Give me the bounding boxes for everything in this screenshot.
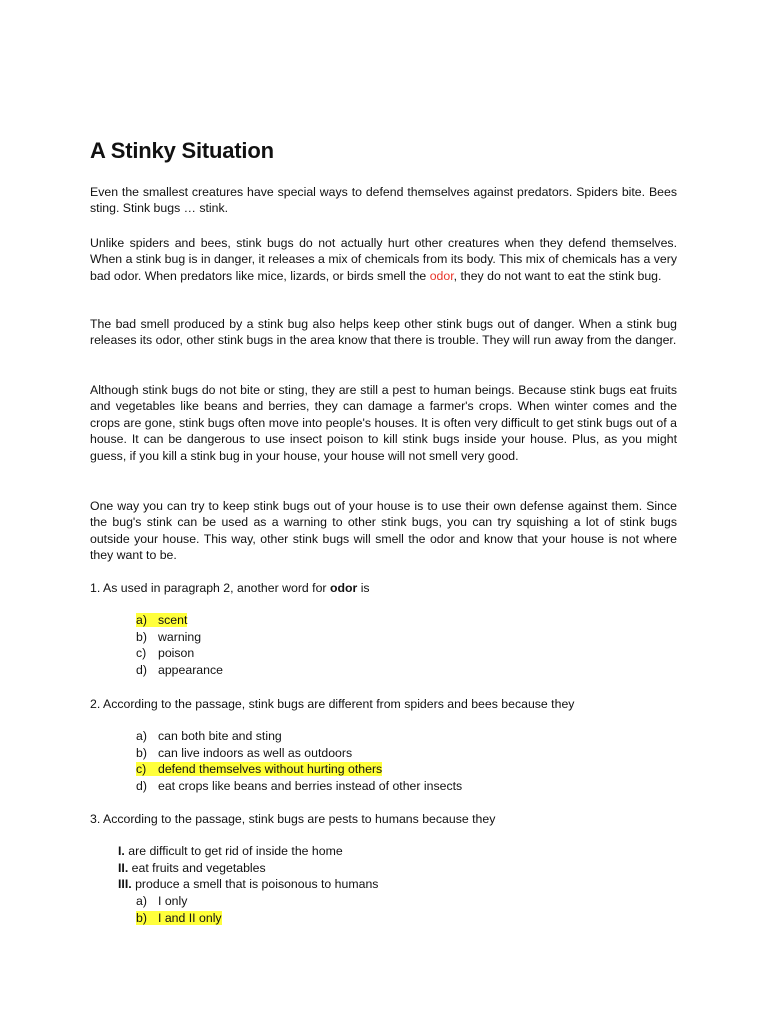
roman-numeral: II. (118, 860, 129, 875)
roman-numeral: III. (118, 877, 132, 892)
paragraph-2 (90, 235, 677, 284)
document-title: A Stinky Situation (90, 138, 274, 163)
odor-highlighted-word: odor (429, 268, 454, 283)
question-1-suffix: is (357, 581, 370, 595)
option-text: defend themselves without hurting others (158, 762, 383, 777)
question-1-bold-word: odor (329, 581, 358, 595)
question-1 (90, 580, 370, 596)
question-3: 3. According to the passage, stink bugs are pests to humans because they (90, 812, 496, 826)
statement-1 (118, 843, 378, 860)
question-3-statements (118, 843, 378, 893)
question-3-option-b[interactable] (136, 910, 222, 927)
option-text: I and II only (158, 910, 222, 925)
question-1-option-d[interactable] (136, 662, 223, 679)
question-1-option-b[interactable] (136, 629, 223, 646)
roman-numeral: I. (118, 844, 125, 858)
question-2: 2. According to the passage, stink bugs are different from spiders and bees because they (90, 697, 575, 711)
question-2-option-a[interactable] (136, 728, 462, 745)
option-text: appearance (158, 662, 223, 677)
paragraph-3: The bad smell produced by a stink bug also helps keep other stink bugs out of danger. When a stink bug releases its odor, other stink bugs in the area know that there is trouble. They will run away from the danger. (90, 317, 677, 348)
option-text: can both bite and sting (158, 729, 282, 743)
option-text: I only (158, 894, 188, 908)
statement-2 (118, 860, 378, 877)
question-2-options (136, 728, 462, 794)
question-2-option-c[interactable] (136, 761, 462, 778)
question-2-option-d[interactable] (136, 778, 462, 795)
question-2-option-b[interactable] (136, 745, 462, 762)
option-letter: c) (136, 762, 147, 777)
question-1-options (136, 612, 223, 678)
option-text: warning (158, 629, 202, 644)
statement-text: are difficult to get rid of inside the home (124, 844, 343, 858)
statement-text: produce a smell that is poisonous to humans (131, 877, 379, 892)
paragraph-2-text-a: Unlike spiders and bees, stink bugs do not actually hurt other creatures when they defend themselves. When a stink bug is in danger, it releases a mix of chemicals from its body. This mix of chemicals has a very bad odor. When predators like mice, lizards, or birds smell the (90, 236, 677, 283)
paragraph-2-text-b: , they do not want to eat the stink bug. (453, 268, 662, 283)
option-letter: d) (136, 662, 147, 677)
option-text: can live indoors as well as outdoors (158, 745, 353, 760)
statement-3 (118, 876, 378, 893)
option-letter: b) (136, 745, 147, 760)
option-text: eat crops like beans and berries instead of other insects (158, 778, 463, 793)
option-letter: d) (136, 778, 147, 793)
option-letter: c) (136, 646, 147, 661)
question-1-option-a[interactable] (136, 612, 223, 629)
option-letter: a) (136, 894, 147, 908)
question-1-prefix: 1. As used in paragraph 2, another word for (90, 581, 330, 595)
statement-text: eat fruits and vegetables (128, 860, 266, 875)
option-text: scent (158, 613, 188, 627)
question-3-option-a[interactable] (136, 893, 222, 910)
paragraph-1: Even the smallest creatures have special ways to defend themselves against predators. Spiders bite. Bees sting. Stink bugs … stink. (90, 185, 677, 216)
option-letter: a) (136, 613, 147, 627)
paragraph-4: Although stink bugs do not bite or sting, they are still a pest to human beings. Because stink bugs eat fruits and vegetables like beans and berries, they can damage a farmer's crops. When winter comes and the crops are gone, stink bugs often move into people's houses. It is often very difficult to get stink bugs out of a house. It can be dangerous to use insect poison to kill stink bugs inside your house. Plus, as you might guess, if you kill a stink bug in your house, your house will not smell very good. (90, 383, 677, 463)
option-letter: a) (136, 729, 147, 743)
option-letter: b) (136, 629, 147, 644)
option-letter: b) (136, 910, 147, 925)
question-3-options (136, 893, 222, 926)
option-text: poison (158, 646, 195, 661)
question-1-option-c[interactable] (136, 645, 223, 662)
paragraph-5: One way you can try to keep stink bugs out of your house is to use their own defense against them. Since the bug's stink can be used as a warning to other stink bugs, you can try squishing a lot of stink bugs outside your house. This way, other stink bugs will smell the odor and know that your house is not where they want to be. (90, 499, 677, 563)
